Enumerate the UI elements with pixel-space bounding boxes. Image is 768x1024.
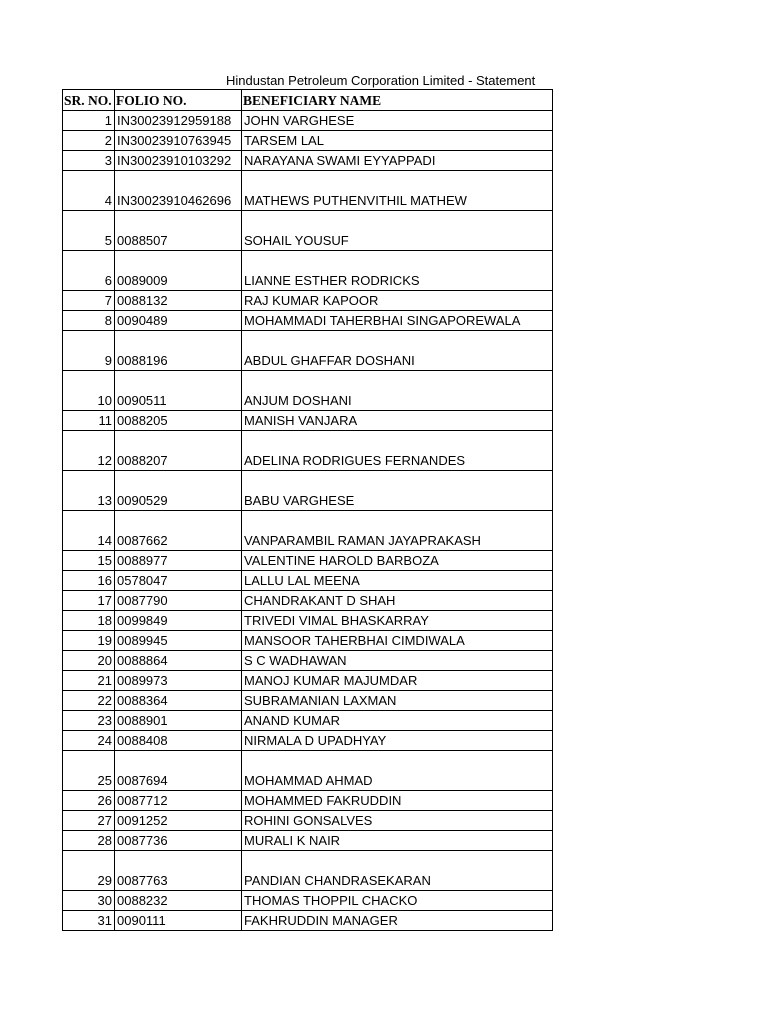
folio-no-cell: 0088207	[115, 431, 242, 471]
table-body	[63, 111, 553, 931]
folio-no-cell: 0087662	[115, 511, 242, 551]
beneficiary-name-cell: BABU VARGHESE	[242, 471, 553, 511]
sr-no-cell: 30	[63, 891, 115, 911]
table-row	[63, 791, 553, 811]
folio-no-cell: IN30023910462696	[115, 171, 242, 211]
table-row	[63, 471, 553, 511]
table-row	[63, 651, 553, 671]
beneficiary-table	[62, 89, 553, 931]
sr-no-cell: 19	[63, 631, 115, 651]
sr-no-cell: 17	[63, 591, 115, 611]
beneficiary-name-cell: LALLU LAL MEENA	[242, 571, 553, 591]
folio-no-cell: 0089945	[115, 631, 242, 651]
table-row	[63, 671, 553, 691]
table-row	[63, 211, 553, 251]
beneficiary-name-cell: ADELINA RODRIGUES FERNANDES	[242, 431, 553, 471]
beneficiary-name-cell: JOHN VARGHESE	[242, 111, 553, 131]
table-row	[63, 511, 553, 551]
sr-no-cell: 16	[63, 571, 115, 591]
beneficiary-name-cell: TRIVEDI VIMAL BHASKARRAY	[242, 611, 553, 631]
beneficiary-name-cell: THOMAS THOPPIL CHACKO	[242, 891, 553, 911]
folio-no-cell: 0088864	[115, 651, 242, 671]
beneficiary-name-cell: NIRMALA D UPADHYAY	[242, 731, 553, 751]
header-sr-no: SR. NO.	[63, 90, 115, 111]
folio-no-cell: 0087694	[115, 751, 242, 791]
folio-no-cell: 0090489	[115, 311, 242, 331]
folio-no-cell: 0088507	[115, 211, 242, 251]
sr-no-cell: 4	[63, 171, 115, 211]
beneficiary-name-cell: ABDUL GHAFFAR DOSHANI	[242, 331, 553, 371]
beneficiary-name-cell: SOHAIL YOUSUF	[242, 211, 553, 251]
sr-no-cell: 15	[63, 551, 115, 571]
sr-no-cell: 8	[63, 311, 115, 331]
table-row	[63, 411, 553, 431]
sr-no-cell: 5	[63, 211, 115, 251]
beneficiary-name-cell: ROHINI GONSALVES	[242, 811, 553, 831]
folio-no-cell: IN30023910103292	[115, 151, 242, 171]
beneficiary-name-cell: SUBRAMANIAN LAXMAN	[242, 691, 553, 711]
folio-no-cell: IN30023910763945	[115, 131, 242, 151]
sr-no-cell: 23	[63, 711, 115, 731]
beneficiary-name-cell: VANPARAMBIL RAMAN JAYAPRAKASH	[242, 511, 553, 551]
sr-no-cell: 26	[63, 791, 115, 811]
folio-no-cell: 0089973	[115, 671, 242, 691]
sr-no-cell: 29	[63, 851, 115, 891]
table-row	[63, 611, 553, 631]
beneficiary-name-cell: RAJ KUMAR KAPOOR	[242, 291, 553, 311]
folio-no-cell: 0087736	[115, 831, 242, 851]
table-row	[63, 291, 553, 311]
table-row	[63, 811, 553, 831]
sr-no-cell: 20	[63, 651, 115, 671]
folio-no-cell: 0088205	[115, 411, 242, 431]
sr-no-cell: 25	[63, 751, 115, 791]
sr-no-cell: 2	[63, 131, 115, 151]
table-row	[63, 891, 553, 911]
table-row	[63, 591, 553, 611]
sr-no-cell: 13	[63, 471, 115, 511]
beneficiary-name-cell: FAKHRUDDIN MANAGER	[242, 911, 553, 931]
beneficiary-name-cell: MURALI K NAIR	[242, 831, 553, 851]
folio-no-cell: 0088196	[115, 331, 242, 371]
table-row	[63, 711, 553, 731]
sr-no-cell: 7	[63, 291, 115, 311]
folio-no-cell: 0088408	[115, 731, 242, 751]
folio-no-cell: 0090111	[115, 911, 242, 931]
beneficiary-name-cell: PANDIAN CHANDRASEKARAN	[242, 851, 553, 891]
table-row	[63, 551, 553, 571]
folio-no-cell: 0087763	[115, 851, 242, 891]
header-row	[63, 90, 553, 111]
beneficiary-name-cell: MATHEWS PUTHENVITHIL MATHEW	[242, 171, 553, 211]
sr-no-cell: 24	[63, 731, 115, 751]
folio-no-cell: 0088364	[115, 691, 242, 711]
folio-no-cell: 0090511	[115, 371, 242, 411]
folio-no-cell: 0091252	[115, 811, 242, 831]
beneficiary-name-cell: MANISH VANJARA	[242, 411, 553, 431]
table-row	[63, 431, 553, 471]
header-beneficiary-name: BENEFICIARY NAME	[242, 90, 553, 111]
sr-no-cell: 18	[63, 611, 115, 631]
beneficiary-name-cell: TARSEM LAL	[242, 131, 553, 151]
sr-no-cell: 6	[63, 251, 115, 291]
sr-no-cell: 21	[63, 671, 115, 691]
sr-no-cell: 14	[63, 511, 115, 551]
document-title: Hindustan Petroleum Corporation Limited - Statement	[226, 73, 536, 88]
beneficiary-name-cell: VALENTINE HAROLD BARBOZA	[242, 551, 553, 571]
beneficiary-name-cell: NARAYANA SWAMI EYYAPPADI	[242, 151, 553, 171]
beneficiary-name-cell: CHANDRAKANT D SHAH	[242, 591, 553, 611]
table-row	[63, 371, 553, 411]
folio-no-cell: 0087712	[115, 791, 242, 811]
table-row	[63, 911, 553, 931]
table-row	[63, 691, 553, 711]
beneficiary-name-cell: LIANNE ESTHER RODRICKS	[242, 251, 553, 291]
beneficiary-name-cell: MANOJ KUMAR MAJUMDAR	[242, 671, 553, 691]
sr-no-cell: 10	[63, 371, 115, 411]
sr-no-cell: 27	[63, 811, 115, 831]
folio-no-cell: 0088132	[115, 291, 242, 311]
folio-no-cell: 0088901	[115, 711, 242, 731]
folio-no-cell: 0087790	[115, 591, 242, 611]
table-row	[63, 851, 553, 891]
table-row	[63, 331, 553, 371]
sr-no-cell: 31	[63, 911, 115, 931]
table-row	[63, 251, 553, 291]
table-row	[63, 171, 553, 211]
folio-no-cell: 0089009	[115, 251, 242, 291]
header-folio-no: FOLIO NO.	[115, 90, 242, 111]
beneficiary-name-cell: ANAND KUMAR	[242, 711, 553, 731]
sr-no-cell: 1	[63, 111, 115, 131]
folio-no-cell: 0578047	[115, 571, 242, 591]
table-row	[63, 751, 553, 791]
sr-no-cell: 9	[63, 331, 115, 371]
folio-no-cell: 0088977	[115, 551, 242, 571]
table-row	[63, 631, 553, 651]
beneficiary-name-cell: S C WADHAWAN	[242, 651, 553, 671]
folio-no-cell: 0099849	[115, 611, 242, 631]
folio-no-cell: 0088232	[115, 891, 242, 911]
sr-no-cell: 28	[63, 831, 115, 851]
table-row	[63, 831, 553, 851]
table-row	[63, 311, 553, 331]
beneficiary-name-cell: MOHAMMAD AHMAD	[242, 751, 553, 791]
sr-no-cell: 22	[63, 691, 115, 711]
beneficiary-name-cell: MOHAMMADI TAHERBHAI SINGAPOREWALA	[242, 311, 553, 331]
sr-no-cell: 12	[63, 431, 115, 471]
table-row	[63, 731, 553, 751]
table-row	[63, 571, 553, 591]
sr-no-cell: 3	[63, 151, 115, 171]
beneficiary-name-cell: MANSOOR TAHERBHAI CIMDIWALA	[242, 631, 553, 651]
table-row	[63, 131, 553, 151]
table-row	[63, 151, 553, 171]
sr-no-cell: 11	[63, 411, 115, 431]
beneficiary-name-cell: ANJUM DOSHANI	[242, 371, 553, 411]
folio-no-cell: 0090529	[115, 471, 242, 511]
beneficiary-name-cell: MOHAMMED FAKRUDDIN	[242, 791, 553, 811]
table-row	[63, 111, 553, 131]
folio-no-cell: IN30023912959188	[115, 111, 242, 131]
